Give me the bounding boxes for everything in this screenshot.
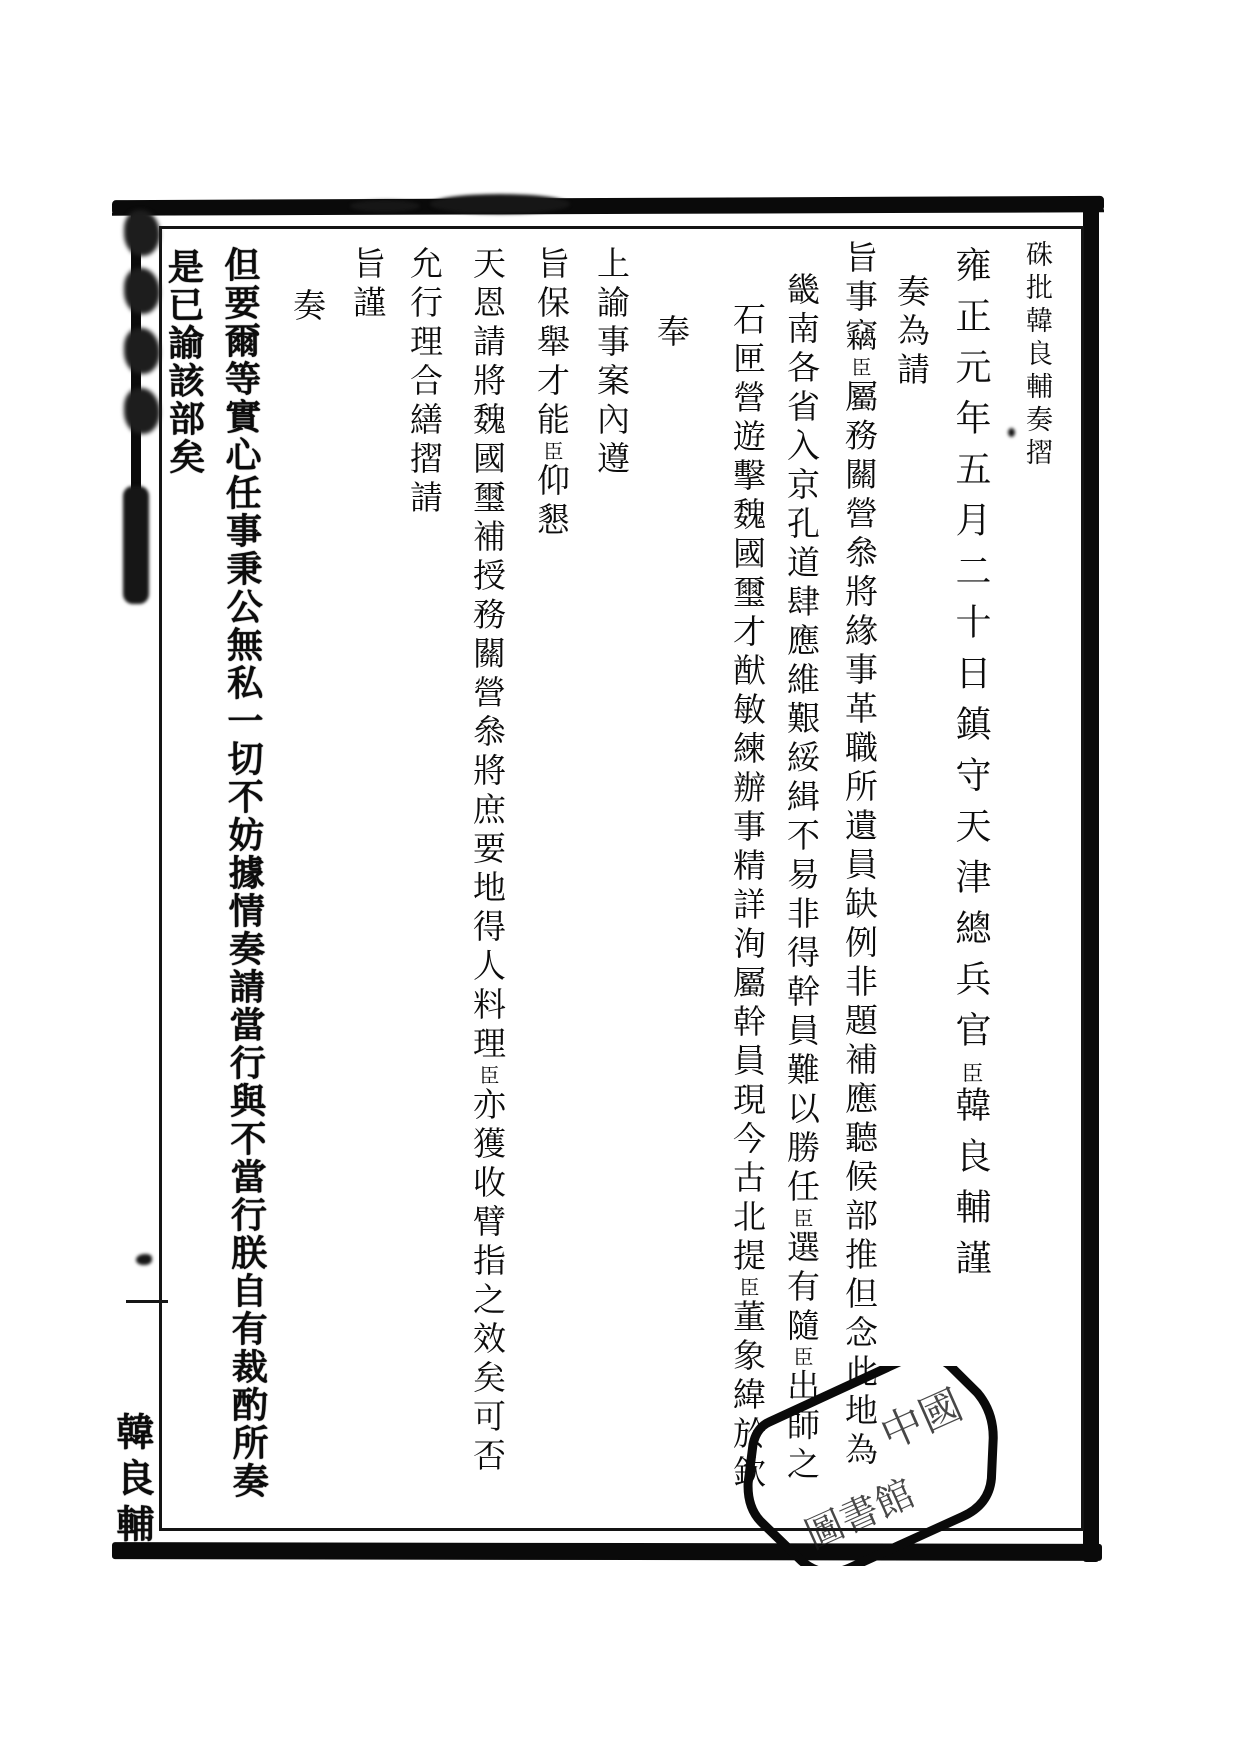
text-run: 石匣營遊擊魏國璽才猷敏練辦事精詳洵屬幹員現今古北提 xyxy=(728,302,767,1277)
illegible-glyph xyxy=(124,388,160,434)
text-run: 奏 xyxy=(288,288,327,327)
humble-small-char: 臣 xyxy=(848,357,871,379)
text-run: 奏為請 xyxy=(892,274,931,391)
seal-text-line1: 中國 xyxy=(872,1379,970,1459)
col-tianen xyxy=(468,246,507,1477)
humble-small-char: 臣 xyxy=(736,1277,759,1299)
illegible-glyph xyxy=(124,268,160,314)
scan-artifact xyxy=(136,1254,152,1265)
margin-label: 韓良輔 xyxy=(110,1412,155,1550)
col-date-signature xyxy=(950,246,991,1290)
humble-small-char: 臣 xyxy=(476,1065,499,1087)
text-run: 畿南各省入京孔道肆應維艱綏緝不易非得幹員難以勝任 xyxy=(782,272,821,1208)
text-run: 允行理合繕摺請 xyxy=(405,246,444,519)
scan-smudge xyxy=(350,200,420,212)
text-run: 屬務關營叅將緣事革職所遺員缺例非題補應聽候部推但念此地為 xyxy=(840,378,879,1471)
humble-small-char: 臣 xyxy=(540,441,563,463)
text-run: 奉 xyxy=(652,314,691,353)
humble-small-char: 臣 xyxy=(958,1062,983,1086)
seal-text-line2: 圖書館 xyxy=(798,1470,921,1558)
col-rescript-2 xyxy=(162,247,206,477)
text-run: 但要爾等實心任事秉公無私一切不妨據情奏請當行與不當行朕自有裁酌所奏 xyxy=(218,245,270,1501)
text-run: 仰懇 xyxy=(532,462,571,541)
text-run: 選有隨 xyxy=(782,1229,821,1347)
col-yunxing xyxy=(405,246,444,519)
col-body-3 xyxy=(728,302,767,1494)
library-seal-icon xyxy=(736,1366,1008,1566)
col-rescript-1 xyxy=(218,245,270,1501)
scan-smudge xyxy=(430,194,570,214)
seal-outline xyxy=(736,1366,1008,1566)
text-run: 天恩請將魏國璽補授務關營叅將庶要地得人料理 xyxy=(468,246,507,1065)
illegible-glyph xyxy=(124,210,160,256)
text-run: 旨事竊 xyxy=(840,240,879,357)
col-zhi-jin xyxy=(348,246,387,324)
illegible-glyph xyxy=(124,328,160,374)
text-run: 出師之 xyxy=(782,1368,821,1486)
scan-artifact xyxy=(1008,428,1015,437)
col-shangyu xyxy=(592,246,631,480)
text-run: 董象緯於欽 xyxy=(728,1298,767,1494)
scan-artifact xyxy=(126,1300,168,1303)
text-run: 旨保舉才能 xyxy=(532,246,571,441)
col-zou xyxy=(288,288,327,327)
text-run: 雍正元年五月二十日鎮守天津總兵官 xyxy=(950,246,991,1062)
humble-small-char: 臣 xyxy=(790,1208,813,1230)
illegible-marginalia xyxy=(118,206,166,436)
text-run: 硃批韓良輔奏摺 xyxy=(1021,240,1052,471)
text-run: 上諭事案內遵 xyxy=(592,246,631,480)
scan-smudge xyxy=(123,486,149,604)
col-title xyxy=(1023,240,1050,471)
col-feng xyxy=(652,314,691,353)
text-run: 是已諭該部矣 xyxy=(162,247,206,477)
frame-right-border xyxy=(1083,198,1099,1562)
col-zou-wei-qing xyxy=(892,274,931,391)
text-run: 亦獲收臂指之效矣可否 xyxy=(468,1086,507,1477)
col-body-1 xyxy=(840,240,879,1471)
col-body-2 xyxy=(782,272,821,1486)
text-run: 旨謹 xyxy=(348,246,387,324)
humble-small-char: 臣 xyxy=(790,1346,813,1369)
text-run: 韓良輔謹 xyxy=(950,1085,991,1290)
col-zhi-baoju xyxy=(532,246,571,541)
